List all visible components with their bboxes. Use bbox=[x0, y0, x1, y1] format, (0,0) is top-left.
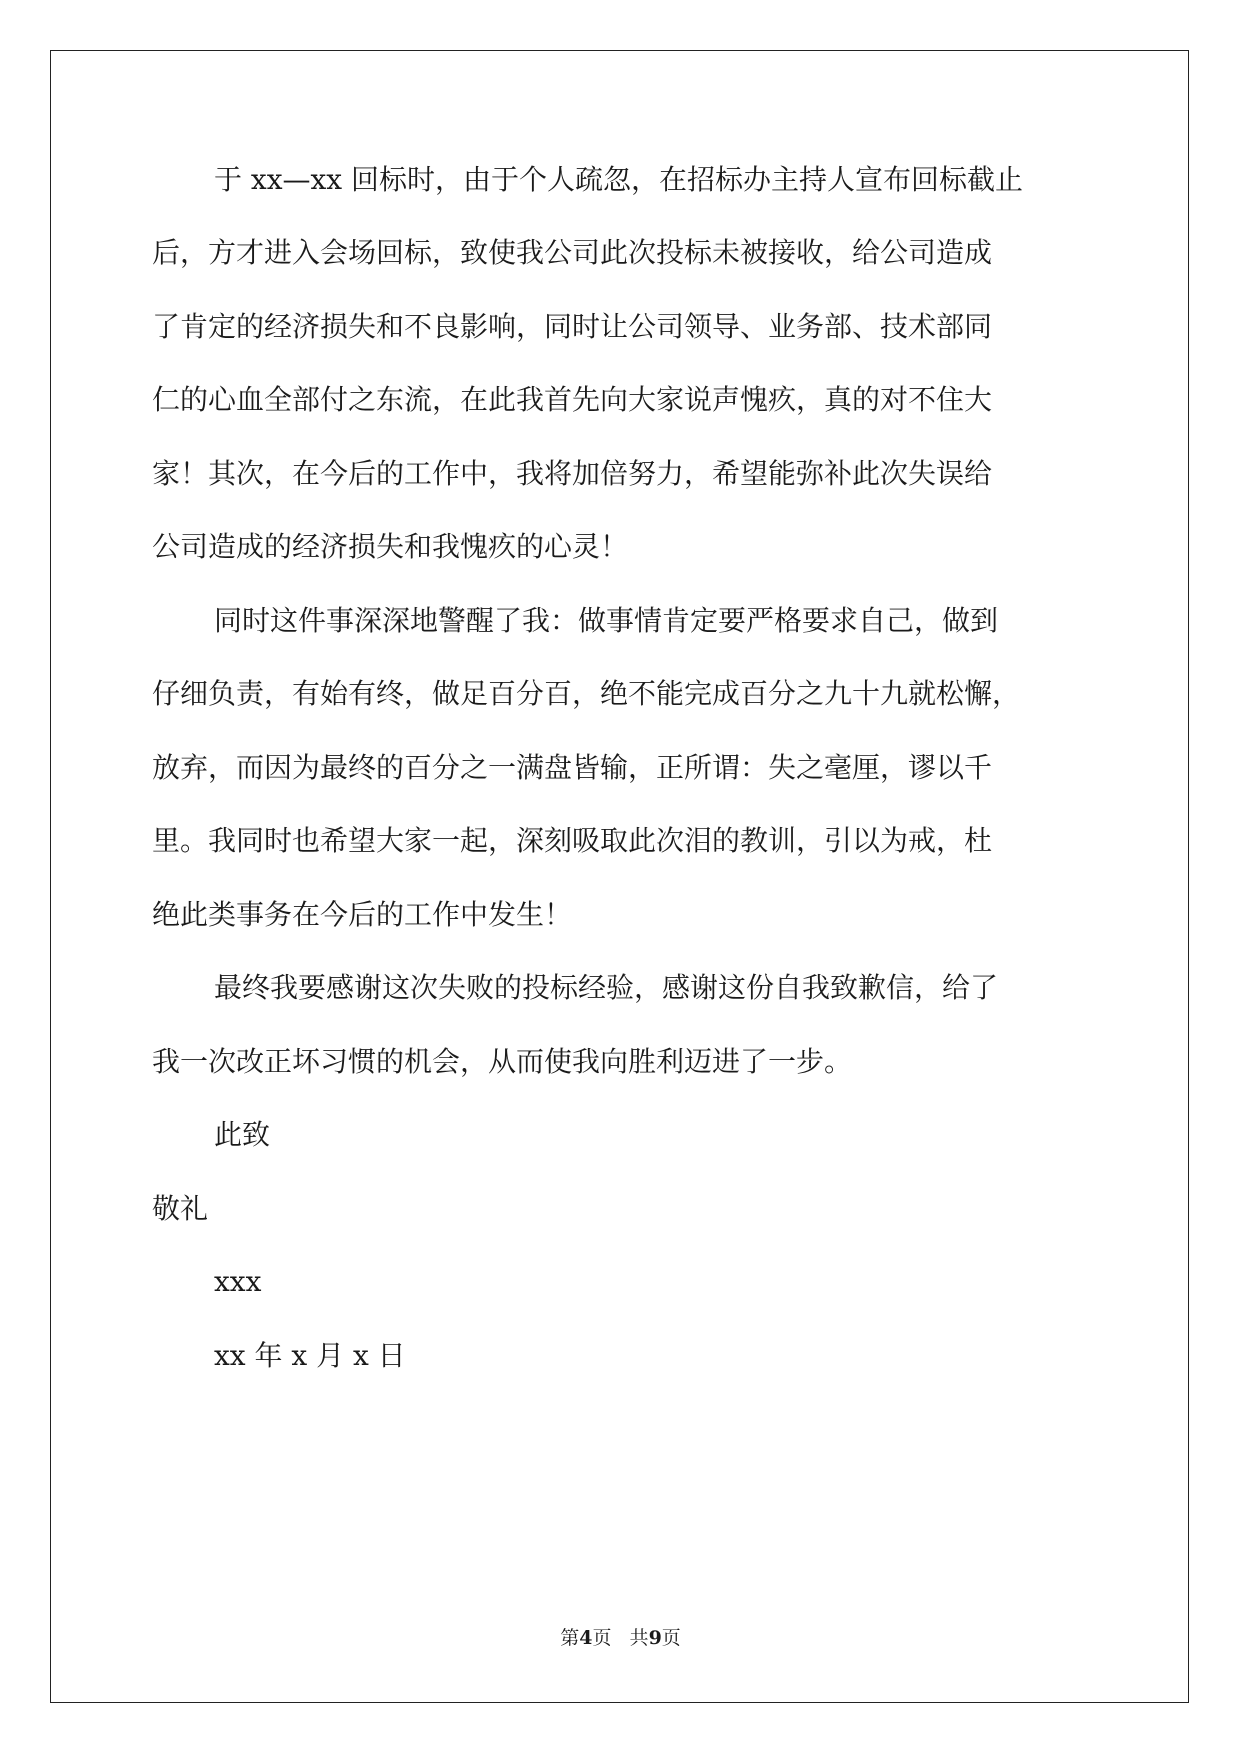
page-mid: 页 共 bbox=[592, 1627, 649, 1649]
page-suffix: 页 bbox=[661, 1627, 681, 1649]
paragraph-1-line-1: 于 xx—xx 回标时，由于个人疏忽，在招标办主持人宣布回标截止 bbox=[214, 163, 1023, 196]
closing-salutation: 此致 bbox=[214, 1118, 271, 1151]
closing-regards: 敬礼 bbox=[152, 1192, 209, 1225]
paragraph-1-line-3: 了肯定的经济损失和不良影响，同时让公司领导、业务部、技术部同 bbox=[152, 310, 993, 343]
paragraph-3-line-2: 我一次改正坏习惯的机会，从而使我向胜利迈进了一步。 bbox=[152, 1045, 853, 1078]
paragraph-3-line-1: 最终我要感谢这次失败的投标经验，感谢这份自我致歉信，给了 bbox=[214, 971, 999, 1004]
paragraph-1-line-2: 后，方才进入会场回标，致使我公司此次投标未被接收，给公司造成 bbox=[152, 236, 993, 269]
signature-date: xx 年 x 月 x 日 bbox=[214, 1339, 406, 1372]
page-total: 9 bbox=[648, 1627, 662, 1649]
page-current: 4 bbox=[579, 1627, 593, 1649]
page-prefix: 第 bbox=[560, 1627, 580, 1649]
paragraph-2-line-4: 里。我同时也希望大家一起，深刻吸取此次泪的教训，引以为戒，杜 bbox=[152, 824, 993, 857]
paragraph-2-line-1: 同时这件事深深地警醒了我：做事情肯定要严格要求自己，做到 bbox=[214, 604, 999, 637]
page-number-footer bbox=[0, 1626, 1241, 1650]
paragraph-2-line-3: 放弃，而因为最终的百分之一满盘皆输，正所谓：失之毫厘，谬以千 bbox=[152, 751, 993, 784]
paragraph-2-line-2: 仔细负责，有始有终，做足百分百，绝不能完成百分之九十九就松懈， bbox=[152, 677, 1021, 710]
paragraph-1-line-4: 仁的心血全部付之东流，在此我首先向大家说声愧疚，真的对不住大 bbox=[152, 383, 993, 416]
signature-name: xxx bbox=[214, 1265, 262, 1298]
paragraph-2-line-5: 绝此类事务在今后的工作中发生！ bbox=[152, 898, 573, 931]
paragraph-1-line-5: 家！其次，在今后的工作中，我将加倍努力，希望能弥补此次失误给 bbox=[152, 457, 993, 490]
page-border bbox=[50, 50, 1189, 1703]
paragraph-1-line-6: 公司造成的经济损失和我愧疚的心灵！ bbox=[152, 530, 629, 563]
